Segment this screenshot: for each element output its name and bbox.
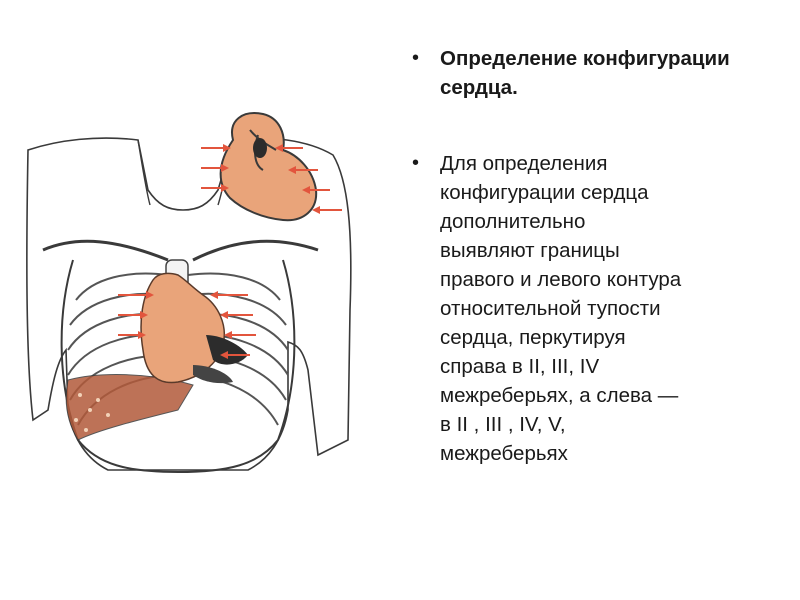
chest-heart-illustration: [18, 110, 358, 480]
heart-inset: [221, 113, 317, 220]
slide-body-text: Для определения конфигурации сердца дополнительно выявляют границы правого и левого контура относительной тупости сердца, перкутируя справа в II, III, IV межреберьях, а слева — в II , III , IV, V, межреберьях: [440, 152, 682, 465]
heart-inset-dark-area: [253, 138, 267, 158]
neck-line-left: [138, 140, 150, 205]
bullet-dot: •: [412, 152, 420, 174]
heart-shape-chest: [141, 273, 224, 382]
slide-heading: Определение конфигурации сердца.: [440, 47, 730, 99]
clavicle-left: [43, 241, 168, 260]
bullet-body: [412, 149, 772, 468]
bullet-dot: •: [412, 47, 420, 69]
text-block: [412, 44, 772, 468]
clavicle-right: [193, 241, 318, 260]
bullet-heading: [412, 44, 772, 102]
lung-shadow-right-2: [193, 365, 233, 383]
